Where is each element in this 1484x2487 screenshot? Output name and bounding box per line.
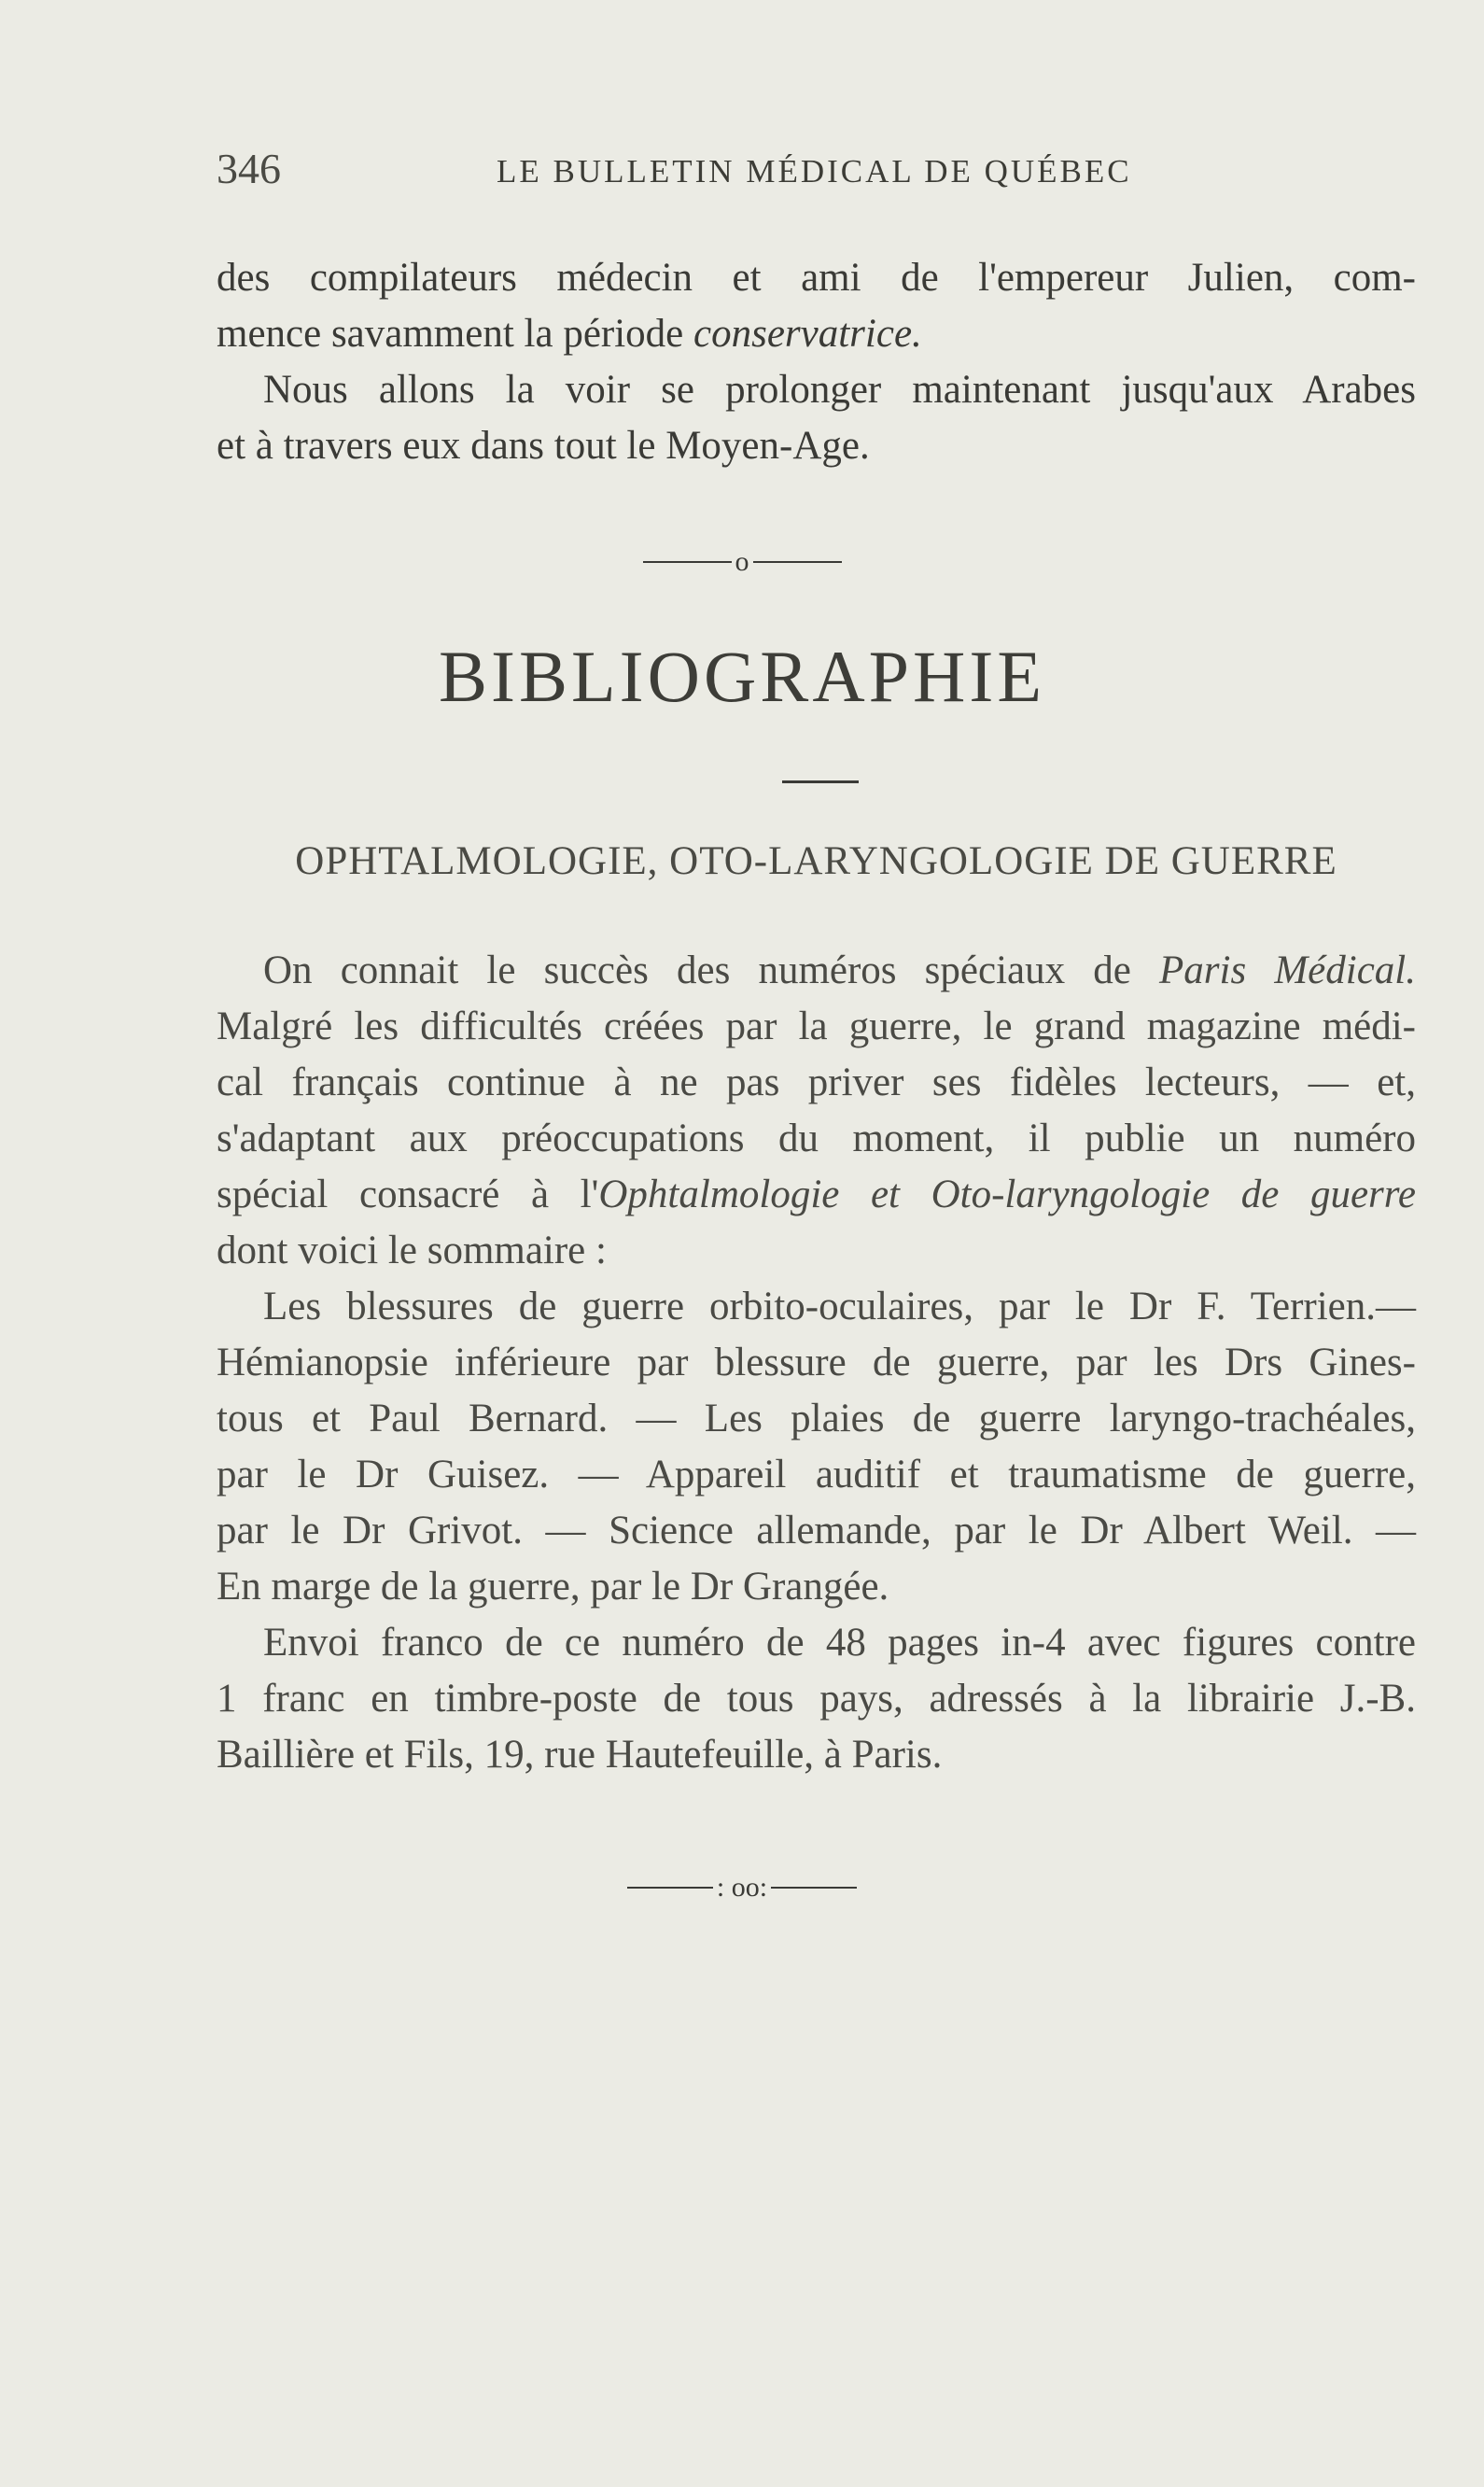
article-body: [217, 943, 1416, 1783]
text-line: [217, 943, 1416, 999]
text-line: 1 franc en timbre-poste de tous pays, adressés à la librairie J.-B.: [217, 1677, 1416, 1721]
text-line: Nous allons la voir se prolonger maintenant jusqu'aux Arabes: [263, 368, 1416, 412]
text-span: On connait le succès des numéros spéciaux de: [263, 948, 1160, 992]
text-line: et à travers eux dans tout le Moyen-Age.: [217, 424, 870, 468]
separator-rule: [627, 1887, 713, 1889]
separator-rule: [753, 561, 842, 563]
text-line: dont voici le sommaire :: [217, 1229, 607, 1272]
italic-term: Paris Médical.: [1159, 948, 1416, 992]
end-separator: [0, 1870, 1484, 1904]
section-heading: BIBLIOGRAPHIE: [439, 636, 1045, 717]
text-line: En marge de la guerre, par le Dr Grangée.: [217, 1565, 889, 1609]
journal-title: LE BULLETIN MÉDICAL DE QUÉBEC: [497, 153, 1132, 190]
text-line: tous et Paul Bernard. — Les plaies de guerre laryngo-trachéales,: [217, 1397, 1416, 1440]
heading-rule: [782, 780, 859, 783]
italic-term: conservatrice.: [693, 312, 922, 356]
article-title: OPHTALMOLOGIE, OTO-LARYNGOLOGIE DE GUERRE: [295, 839, 1337, 883]
text-line: Malgré les difficultés créées par la guerre, le grand magazine médi-: [217, 1005, 1416, 1048]
text-line: cal français continue à ne pas priver ses fidèles lecteurs, — et,: [217, 1061, 1416, 1104]
text-line: [217, 306, 1416, 362]
separator-rule: [643, 561, 732, 563]
separator-rule: [771, 1887, 857, 1889]
page-number: 346: [217, 145, 281, 192]
text-line: Baillière et Fils, 19, rue Hautefeuille, à Paris.: [217, 1733, 943, 1777]
text-line: Les blessures de guerre orbito-oculaires, par le Dr F. Terrien.—: [263, 1285, 1416, 1328]
text-span: mence savamment la période: [217, 312, 694, 356]
separator-mark: o: [735, 546, 749, 578]
section-separator: [0, 544, 1484, 578]
text-line: Hémianopsie inférieure par blessure de guerre, par les Drs Gines-: [217, 1341, 1416, 1384]
text-line: s'adaptant aux préoccupations du moment, il publie un numéro: [217, 1117, 1416, 1160]
intro-text: [217, 250, 1416, 474]
text-line: [217, 1167, 1416, 1223]
text-span: spécial consacré à l': [217, 1173, 599, 1216]
text-line: par le Dr Grivot. — Science allemande, par le Dr Albert Weil. —: [217, 1509, 1416, 1553]
text-line: des compilateurs médecin et ami de l'empereur Julien, com-: [217, 256, 1416, 300]
separator-mark: : oo:: [716, 1872, 768, 1904]
running-header: [217, 140, 1407, 196]
text-line: Envoi franco de ce numéro de 48 pages in-4 avec figures contre: [263, 1621, 1416, 1665]
italic-term: Ophtalmologie et Oto-laryngologie de guerre: [598, 1173, 1416, 1216]
text-line: par le Dr Guisez. — Appareil auditif et traumatisme de guerre,: [217, 1453, 1416, 1496]
